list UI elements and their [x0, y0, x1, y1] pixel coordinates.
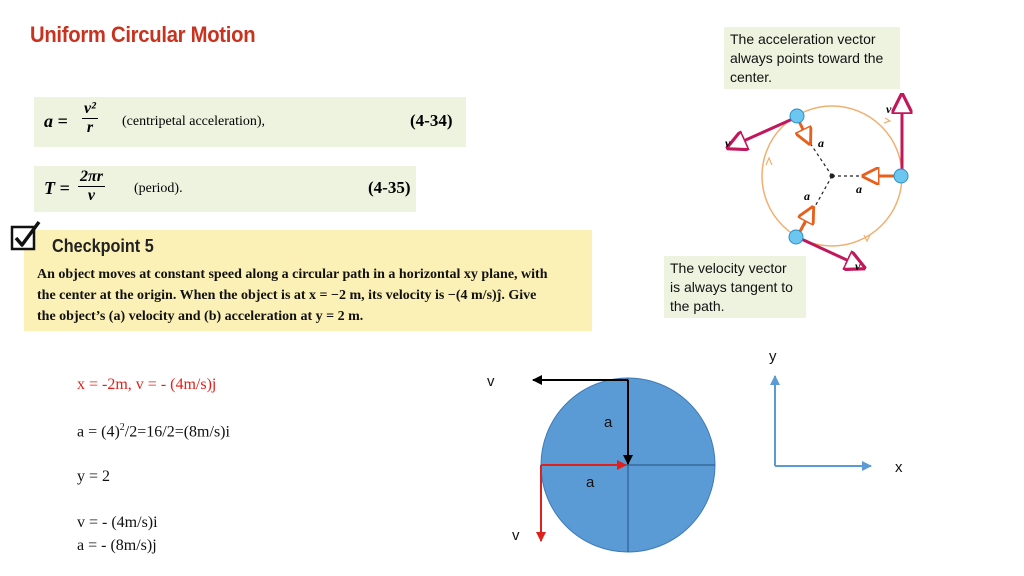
- path-direction-arrow: [884, 118, 890, 123]
- solution-line-3: y = 2: [77, 468, 111, 485]
- equation-number: (4-35): [368, 178, 411, 197]
- checkpoint-box: [24, 230, 592, 331]
- equation-fraction: [78, 168, 105, 205]
- velocity-label: v⃗: [886, 102, 901, 116]
- equation-number: (4-34): [410, 111, 453, 130]
- solution-line-2-pre: a = (4): [77, 423, 120, 441]
- velocity-vector: [730, 117, 797, 147]
- y-axis-label: y: [769, 348, 777, 365]
- solution-line-1: x = -2m, v = - (4m/s)j: [77, 376, 217, 393]
- velocity-label: v⃗: [725, 136, 740, 150]
- solution-line-4: v = - (4m/s)i: [77, 514, 158, 531]
- equation-fraction: [82, 100, 98, 137]
- particle: [894, 169, 908, 183]
- solution-circle-diagram: [525, 370, 725, 555]
- acceleration-note: The acceleration vector always points toward the center.: [724, 27, 900, 89]
- velocity-vector: [797, 237, 862, 267]
- velocity-note: The velocity vector is always tangent to the path.: [664, 256, 806, 318]
- solution-line-2-sup: 2: [119, 422, 125, 433]
- equation-lhs: T =: [44, 178, 70, 198]
- acceleration-label: a⃗: [856, 182, 872, 196]
- x-axis-label: x: [895, 459, 903, 476]
- label-a-top: a: [604, 414, 613, 431]
- label-v-bottom: v: [512, 527, 520, 544]
- particle: [789, 230, 803, 244]
- acceleration-label: a⃗: [804, 189, 820, 203]
- solution-line-5: a = - (8m/s)j: [77, 537, 157, 554]
- label-a-left: a: [586, 474, 595, 491]
- xy-axes: [765, 368, 880, 473]
- solution-line-2: [77, 422, 230, 441]
- fraction-denominator: v: [87, 187, 96, 204]
- velocity-label: v⃗: [855, 259, 870, 273]
- checkmark-icon: [10, 220, 42, 252]
- circular-motion-figure: [700, 85, 940, 285]
- checkpoint-title: Checkpoint 5: [52, 236, 154, 256]
- equation-description: (centripetal acceleration),: [122, 114, 266, 129]
- page-title: Uniform Circular Motion: [30, 22, 256, 47]
- label-v-top: v: [487, 373, 495, 390]
- path-direction-arrow: [766, 158, 772, 165]
- fraction-numerator: 2πr: [80, 168, 103, 185]
- fraction-denominator: r: [86, 119, 94, 136]
- equation-lhs: a =: [44, 111, 68, 131]
- acceleration-label: a⃗: [818, 136, 834, 150]
- equation-period: [34, 166, 416, 212]
- equation-description: (period).: [134, 181, 183, 196]
- center-point: [830, 174, 835, 179]
- solution-line-2-post: /2=16/2=(8m/s)i: [124, 423, 230, 441]
- fraction-numerator: v²: [84, 100, 96, 117]
- checkpoint-line: the object’s (a) velocity and (b) acceleration at y = 2 m.: [37, 309, 364, 324]
- equation-centripetal: [34, 97, 466, 147]
- particle: [790, 109, 804, 123]
- checkpoint-line: the center at the origin. When the object is at x = −2 m, its velocity is −(4 m/s)ĵ. Give: [37, 288, 537, 303]
- checkpoint-line: An object moves at constant speed along a circular path in a horizontal xy plane, with: [37, 267, 548, 282]
- checkpoint-text: [37, 264, 589, 327]
